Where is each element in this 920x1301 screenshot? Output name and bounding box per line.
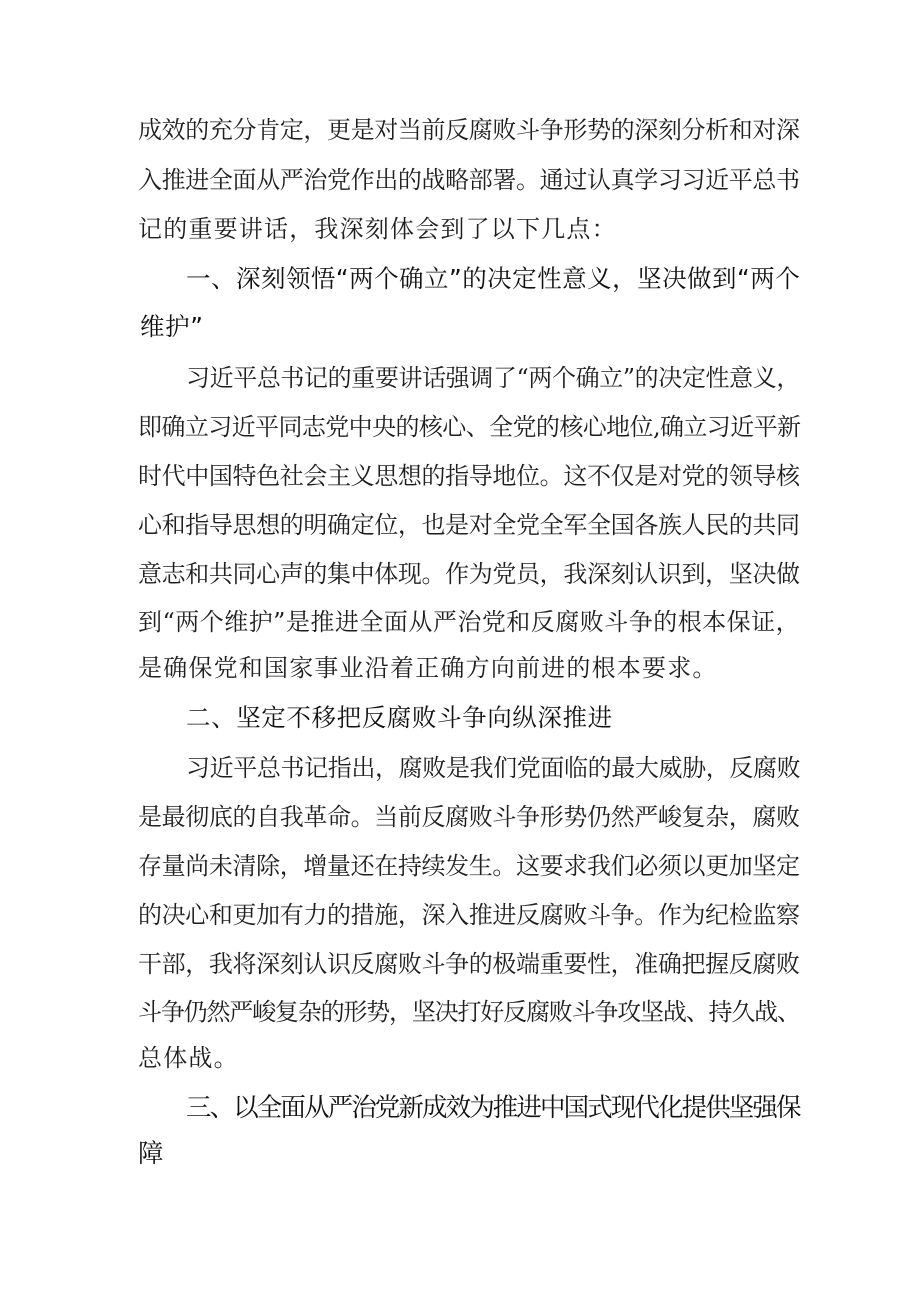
section1-body-line-1: 习近平总书记的重要讲话强调了“两个确立”的决定性意义， xyxy=(186,364,800,392)
section1-heading-line-2: 维护” xyxy=(140,312,204,341)
section2-body-line-1: 习近平总书记指出，腐败是我们党面临的最大威胁，反腐败 xyxy=(186,754,801,782)
section1-body-line-3: 时代中国特色社会主义思想的指导地位。这不仅是对党的领导核 xyxy=(138,462,800,490)
section1-heading-line-1: 一、深刻领悟“两个确立”的决定性意义，坚决做到“两个 xyxy=(186,264,801,293)
section1-body-line-7: 是确保党和国家事业沿着正确方向前进的根本要求。 xyxy=(138,654,718,682)
section2-body-line-5: 干部，我将深刻认识反腐败斗争的极端重要性，准确把握反腐败 xyxy=(138,950,800,978)
intro-line-2: 入推进全面从严治党作出的战略部署。通过认真学习习近平总书 xyxy=(138,166,800,194)
intro-line-3: 记的重要讲话，我深刻体会到了以下几点： xyxy=(138,215,617,243)
intro-line-1: 成效的充分肯定，更是对当前反腐败斗争形势的深刻分析和对深 xyxy=(138,116,800,144)
section3-heading-line-2: 障 xyxy=(138,1139,165,1169)
section1-body-line-2: 即确立习近平同志党中央的核心、全党的核心地位,确立习近平新 xyxy=(138,413,801,441)
section3-heading-line-1: 三、以全面从严治党新成效为推进中国式现代化提供坚强保 xyxy=(186,1093,800,1123)
section2-body-line-6: 斗争仍然严峻复杂的形势，坚决打好反腐败斗争攻坚战、持久战、 xyxy=(138,998,800,1026)
section2-body-line-7: 总体战。 xyxy=(138,1044,239,1072)
section1-body-line-5: 意志和共同心声的集中体现。作为党员，我深刻认识到，坚决做 xyxy=(138,560,800,588)
section2-body-line-2: 是最彻底的自我革命。当前反腐败斗争形势仍然严峻复杂，腐败 xyxy=(138,803,800,831)
section2-body-line-4: 的决心和更加有力的措施，深入推进反腐败斗争。作为纪检监察 xyxy=(138,901,800,929)
section2-body-line-3: 存量尚未清除，增量还在持续发生。这要求我们必须以更加坚定 xyxy=(138,852,800,880)
section1-body-line-4: 心和指导思想的明确定位，也是对全党全军全国各族人民的共同 xyxy=(138,511,800,539)
section1-body-line-6: 到“两个维护”是推进全面从严治党和反腐败斗争的根本保证， xyxy=(138,608,801,636)
section2-heading-line-1: 二、坚定不移把反腐败斗争向纵深推进 xyxy=(186,703,613,732)
